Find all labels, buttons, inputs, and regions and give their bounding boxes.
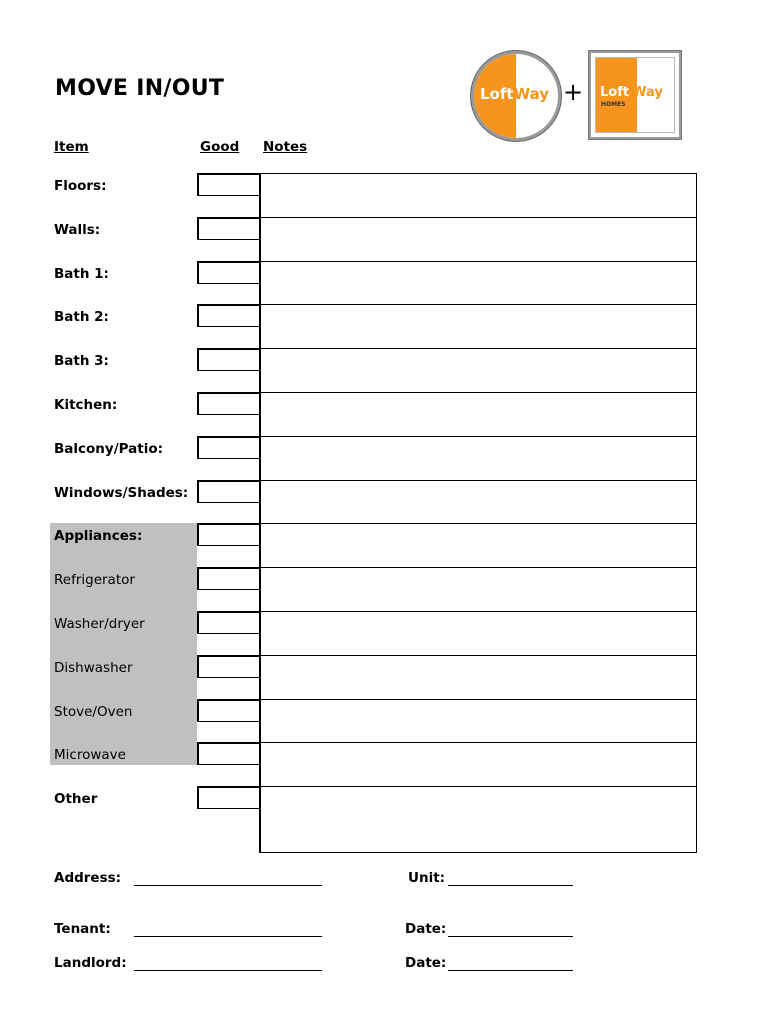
notes-field[interactable]: [259, 392, 697, 437]
row-label: Bath 2:: [54, 309, 109, 326]
good-checkbox[interactable]: [197, 348, 260, 371]
good-checkbox[interactable]: [197, 742, 260, 765]
row-label: Appliances:: [54, 528, 143, 545]
row-label: Refrigerator: [54, 572, 135, 589]
row-label: Walls:: [54, 221, 101, 238]
notes-field[interactable]: [259, 523, 697, 568]
tenant-field[interactable]: [134, 936, 322, 937]
row-label: Stove/Oven: [54, 703, 133, 720]
good-checkbox[interactable]: [197, 436, 260, 459]
logo2-word-loft: Loft: [600, 85, 630, 100]
row-label: Windows/Shades:: [54, 484, 189, 501]
notes-field[interactable]: [259, 742, 697, 787]
row-label: Other: [54, 791, 98, 808]
tenant-label: Tenant:: [54, 921, 111, 937]
row-label: Washer/dryer: [54, 616, 145, 632]
row-label: Balcony/Patio:: [54, 440, 164, 457]
notes-field[interactable]: [259, 655, 697, 700]
column-header-notes: Notes: [263, 139, 308, 155]
good-checkbox[interactable]: [197, 392, 260, 415]
notes-field[interactable]: [259, 173, 697, 218]
landlord-date-label: Date:: [405, 955, 447, 971]
row-label: Floors:: [54, 178, 107, 194]
row-label: Microwave: [54, 747, 126, 764]
good-checkbox[interactable]: [197, 786, 260, 809]
unit-field[interactable]: [448, 885, 573, 886]
page-title: MOVE IN/OUT: [55, 76, 225, 101]
good-checkbox[interactable]: [197, 611, 260, 634]
logo2-sub: HOMES: [601, 101, 626, 108]
good-checkbox[interactable]: [197, 523, 260, 546]
notes-field[interactable]: [259, 699, 697, 744]
good-checkbox[interactable]: [197, 304, 260, 327]
logo-word-way: Way: [513, 85, 550, 103]
notes-field[interactable]: [259, 786, 697, 853]
appliances-section-shade: [50, 523, 197, 765]
address-field[interactable]: [134, 885, 322, 886]
logo2-word-way: Way: [632, 85, 663, 100]
notes-field[interactable]: [259, 261, 697, 306]
notes-field[interactable]: [259, 567, 697, 612]
address-label: Address:: [54, 870, 122, 886]
notes-field[interactable]: [259, 611, 697, 656]
row-label: Dishwasher: [54, 659, 133, 676]
good-checkbox[interactable]: [197, 567, 260, 590]
landlord-field[interactable]: [134, 970, 322, 971]
unit-label: Unit:: [408, 870, 446, 886]
row-label: Bath 1:: [54, 265, 109, 282]
loftway-homes-logo: [589, 51, 681, 139]
good-checkbox[interactable]: [197, 655, 260, 678]
logo-word-loft: Loft: [480, 85, 514, 103]
good-checkbox[interactable]: [197, 699, 260, 722]
tenant-date-label: Date:: [405, 921, 447, 937]
notes-field[interactable]: [259, 348, 697, 393]
landlord-date-field[interactable]: [448, 970, 573, 971]
notes-field[interactable]: [259, 480, 697, 525]
loftway-logo: [471, 51, 561, 141]
good-checkbox[interactable]: [197, 217, 260, 240]
row-label: Kitchen:: [54, 397, 118, 413]
row-label: Bath 3:: [54, 353, 109, 370]
column-header-good: Good: [200, 139, 240, 155]
plus-sign: +: [563, 78, 584, 106]
column-header-item: Item: [54, 139, 89, 155]
good-checkbox[interactable]: [197, 261, 260, 284]
notes-field[interactable]: [259, 436, 697, 481]
good-checkbox[interactable]: [197, 480, 260, 503]
landlord-label: Landlord:: [54, 955, 127, 971]
tenant-date-field[interactable]: [448, 936, 573, 937]
good-checkbox[interactable]: [197, 173, 260, 196]
notes-field[interactable]: [259, 217, 697, 262]
notes-field[interactable]: [259, 304, 697, 349]
